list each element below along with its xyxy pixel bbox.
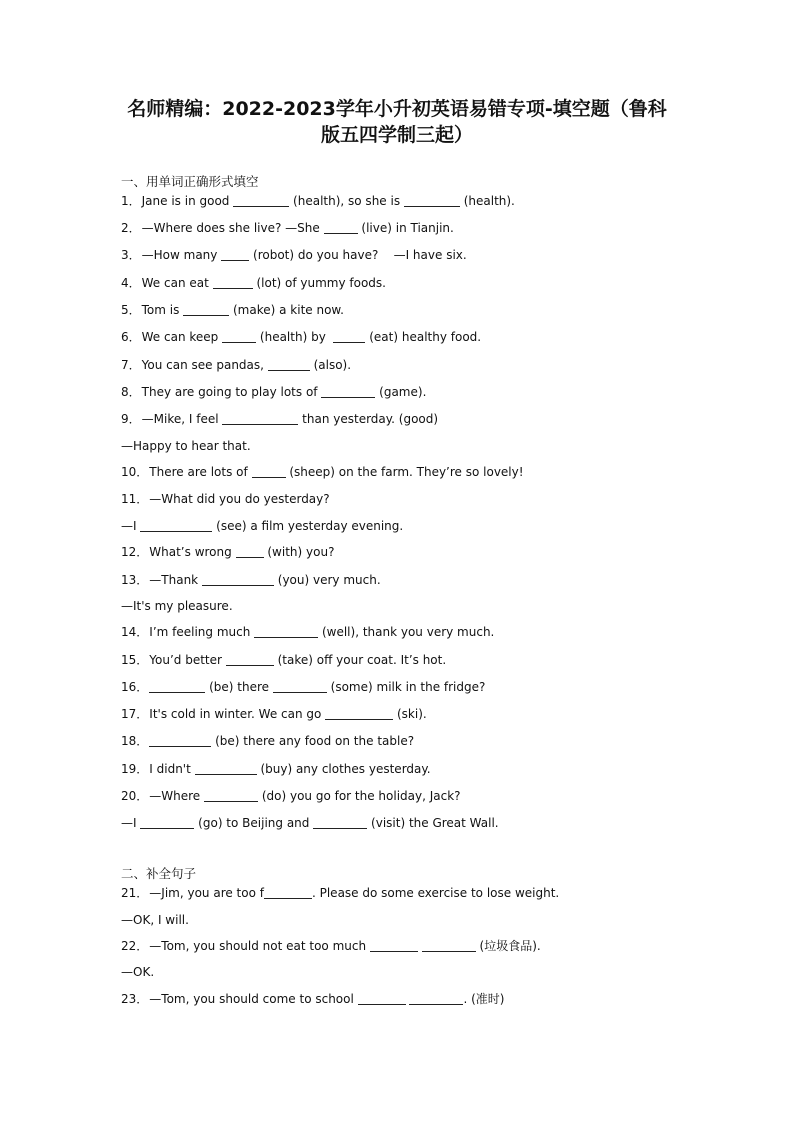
question-number: 7． — [121, 358, 141, 372]
answer-blank[interactable] — [422, 939, 476, 952]
question-number: 9． — [121, 412, 141, 426]
question-number: 18． — [121, 734, 149, 748]
answer-blank[interactable] — [222, 412, 298, 425]
question-number: 10． — [121, 465, 149, 479]
question-20-reply: —I (go) to Beijing and (visit) the Great Wall. — [121, 816, 499, 830]
answer-blank[interactable] — [409, 992, 463, 1005]
question-19: 19．I didn't (buy) any clothes yesterday. — [121, 762, 431, 776]
answer-blank[interactable] — [202, 573, 274, 586]
question-13: 13．—Thank (you) very much. — [121, 573, 381, 587]
question-number: 20． — [121, 789, 149, 803]
answer-blank[interactable] — [140, 519, 212, 532]
question-9: 9．—Mike, I feel than yesterday. (good) — [121, 412, 439, 426]
question-23: 23．—Tom, you should come to school . (准时) — [121, 992, 505, 1006]
question-16: 16． (be) there (some) milk in the fridge? — [121, 680, 486, 694]
answer-blank[interactable] — [268, 358, 310, 371]
question-number: 6． — [121, 330, 141, 344]
document-title-line2: 版五四学制三起） — [320, 124, 473, 146]
answer-blank[interactable] — [370, 939, 418, 952]
question-number: 5． — [121, 303, 141, 317]
section1-heading: 一、用单词正确形式填空 — [121, 174, 259, 189]
question-number: 11． — [121, 492, 149, 506]
question-5: 5．Tom is (make) a kite now. — [121, 303, 344, 317]
answer-blank[interactable] — [226, 653, 274, 666]
question-number: 13． — [121, 573, 149, 587]
answer-blank[interactable] — [404, 194, 460, 207]
question-6: 6．We can keep (health) by (eat) healthy food. — [121, 330, 482, 344]
answer-blank[interactable] — [149, 680, 205, 693]
answer-blank[interactable] — [264, 886, 312, 899]
question-number: 22． — [121, 939, 149, 953]
answer-blank[interactable] — [183, 303, 229, 316]
question-number: 1． — [121, 194, 141, 208]
question-1: 1．Jane is in good (health), so she is (health). — [121, 194, 515, 208]
question-number: 3． — [121, 248, 141, 262]
question-13-reply: —It's my pleasure. — [121, 599, 233, 613]
question-21-reply: —OK, I will. — [121, 913, 189, 927]
answer-blank[interactable] — [321, 385, 375, 398]
question-7: 7．You can see pandas, (also). — [121, 358, 352, 372]
question-22: 22．—Tom, you should not eat too much (垃圾食品). — [121, 939, 541, 953]
question-2: 2．—Where does she live? —She (live) in Tianjin. — [121, 221, 454, 235]
question-22-reply: —OK. — [121, 965, 155, 979]
question-number: 23． — [121, 992, 149, 1006]
answer-blank[interactable] — [324, 221, 358, 234]
question-11-reply: —I (see) a film yesterday evening. — [121, 519, 404, 533]
answer-blank[interactable] — [333, 330, 365, 343]
answer-blank[interactable] — [252, 465, 286, 478]
document-title-line1: 名师精编：2022-2023学年小升初英语易错专项-填空题（鲁科 — [127, 98, 667, 120]
answer-blank[interactable] — [325, 707, 393, 720]
question-10: 10．There are lots of (sheep) on the farm. They’re so lovely! — [121, 465, 524, 479]
answer-blank[interactable] — [358, 992, 406, 1005]
question-11: 11．—What did you do yesterday? — [121, 492, 330, 506]
question-8: 8．They are going to play lots of (game). — [121, 385, 427, 399]
answer-blank[interactable] — [233, 194, 289, 207]
section2-heading: 二、补全句子 — [121, 866, 197, 881]
answer-blank[interactable] — [273, 680, 327, 693]
answer-blank[interactable] — [221, 248, 249, 261]
answer-blank[interactable] — [140, 816, 194, 829]
question-12: 12．What’s wrong (with) you? — [121, 545, 335, 559]
question-number: 15． — [121, 653, 149, 667]
question-4: 4．We can eat (lot) of yummy foods. — [121, 276, 386, 290]
answer-blank[interactable] — [254, 625, 318, 638]
question-number: 16． — [121, 680, 149, 694]
question-number: 4． — [121, 276, 141, 290]
answer-blank[interactable] — [222, 330, 256, 343]
question-number: 2． — [121, 221, 141, 235]
question-17: 17．It's cold in winter. We can go (ski). — [121, 707, 427, 721]
question-14: 14．I’m feeling much (well), thank you very much. — [121, 625, 495, 639]
answer-blank[interactable] — [195, 762, 257, 775]
question-number: 14． — [121, 625, 149, 639]
question-number: 19． — [121, 762, 149, 776]
answer-blank[interactable] — [313, 816, 367, 829]
question-9-reply: —Happy to hear that. — [121, 439, 251, 453]
answer-blank[interactable] — [236, 545, 264, 558]
answer-blank[interactable] — [213, 276, 253, 289]
question-15: 15．You’d better (take) off your coat. It’s hot. — [121, 653, 447, 667]
question-20: 20．—Where (do) you go for the holiday, Jack? — [121, 789, 461, 803]
question-number: 12． — [121, 545, 149, 559]
answer-blank[interactable] — [204, 789, 258, 802]
question-number: 17． — [121, 707, 149, 721]
answer-blank[interactable] — [149, 734, 211, 747]
question-3: 3．—How many (robot) do you have? —I have six. — [121, 248, 467, 262]
question-number: 21． — [121, 886, 149, 900]
question-21: 21．—Jim, you are too f . Please do some exercise to lose weight. — [121, 886, 560, 900]
question-number: 8． — [121, 385, 141, 399]
question-18: 18． (be) there any food on the table? — [121, 734, 415, 748]
